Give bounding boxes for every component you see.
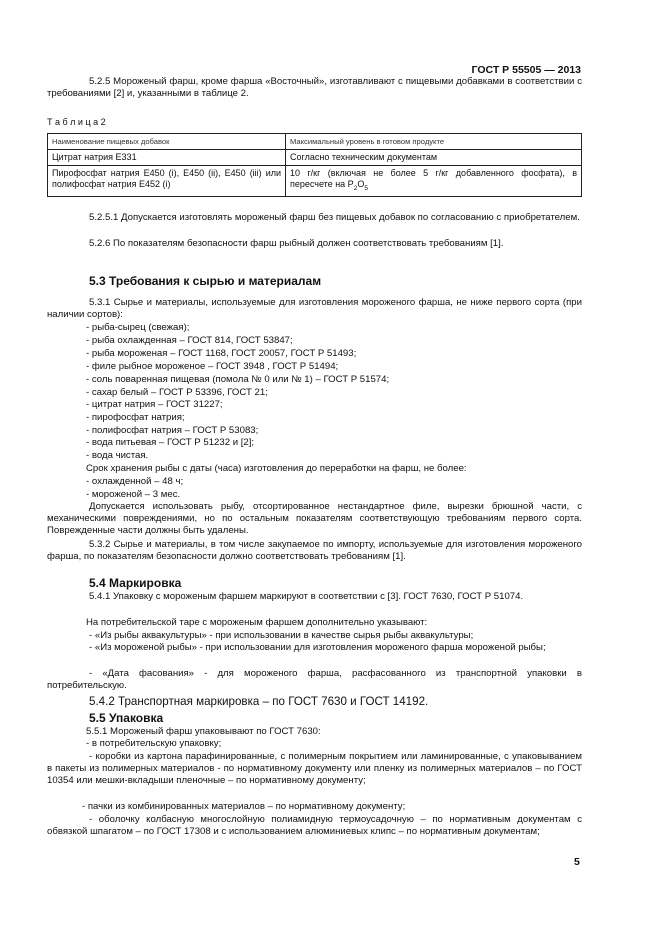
- document-header: ГОСТ Р 55505 — 2013: [471, 64, 581, 76]
- formula-subscript: 2: [353, 184, 358, 192]
- section-heading-5-3: 5.3 Требования к сырью и материалам: [89, 274, 322, 288]
- paragraph-allowed: Допускается использовать рыбу, отсортированное нестандартное филе, вырезки брюшной части, с механическими повреждениями, но по остальным показателям соответствующую требованиям первого сорта. Поврежденные части должны быть удалены.: [47, 501, 582, 537]
- table-cell: Согласно техническим документам: [286, 150, 582, 166]
- table-header-cell: Максимальный уровень в готовом продукте: [286, 134, 582, 150]
- paragraph-5-3-2: 5.3.2 Сырье и материалы, в том числе закупаемое по импорту, используемые для изготовления мороженого фарша, по показателям безопасности должно соответствовать требованиям [1].: [47, 539, 582, 563]
- list-item: - соль поваренная пищевая (помола № 0 или № 1) – ГОСТ Р 51574;: [86, 374, 390, 385]
- packaging-item: - оболочку колбасную многослойную полиамидную термоусадочную – по нормативным документам с обвязкой шпагатом – по ГОСТ 17308 и с использованием алюминиевых клипс – по нормативным документам;: [47, 814, 582, 838]
- packaging-item: - пачки из комбинированных материалов – по нормативному документу;: [82, 801, 406, 812]
- list-item: - цитрат натрия – ГОСТ 31227;: [86, 399, 223, 410]
- marking-item: - «Из мороженой рыбы» - при использовании для изготовления мороженого фарша мороженой рыбы;: [89, 642, 546, 653]
- table-cell-text: 10 г/кг (включая не более 5 г/кг добавленного фосфата), в пересчете на Р: [290, 168, 577, 189]
- packaging-item: - коробки из картона парафинированные, с полимерным покрытием или ламинированные, с упаковыванием в пакеты из полимерных материалов - по нормативному документу или пленку из полимерных материалов – по ГОСТ 10354 или мешки-вкладыши пленочные – по нормативному документу;: [47, 751, 582, 787]
- table-row: [48, 150, 582, 166]
- section-heading-5-5: 5.5 Упаковка: [89, 711, 164, 725]
- table-row: [48, 166, 582, 197]
- storage-intro: Срок хранения рыбы с даты (часа) изготовления до переработки на фарш, не более:: [86, 463, 467, 474]
- list-item: - мороженой – 3 мес.: [86, 489, 181, 500]
- list-item: - вода чистая.: [86, 450, 149, 461]
- list-item: - рыба-сырец (свежая);: [86, 322, 190, 333]
- list-item: - охлажденной – 48 ч;: [86, 476, 184, 487]
- table-cell: Пирофосфат натрия Е450 (i), Е450 (ii), Е450 (iii) или полифосфат натрия Е452 (i): [48, 166, 286, 197]
- table-header-cell: Наименование пищевых добавок: [48, 134, 286, 150]
- list-item: - филе рыбное мороженое – ГОСТ 3948 , ГОСТ Р 51494;: [86, 361, 339, 372]
- table-caption: Т а б л и ц а 2: [47, 117, 106, 127]
- formula-text: О: [357, 179, 365, 189]
- paragraph-5-2-6: 5.2.6 По показателям безопасности фарш рыбный должен соответствовать требованиям [1].: [89, 238, 504, 249]
- table-cell: [286, 166, 582, 197]
- page-number: 5: [574, 856, 580, 868]
- formula-subscript: 5: [364, 184, 368, 192]
- table-cell: Цитрат натрия Е331: [48, 150, 286, 166]
- list-item: - рыба мороженая – ГОСТ 1168, ГОСТ 20057, ГОСТ Р 51493;: [86, 348, 357, 359]
- list-item: - рыба охлажденная – ГОСТ 814, ГОСТ 53847;: [86, 335, 293, 346]
- section-heading-5-4: 5.4 Маркировка: [89, 576, 182, 590]
- table-header-row: [48, 134, 582, 150]
- marking-item: - «Дата фасования» - для мороженого фарша, расфасованного из транспортной упаковки в потребительскую.: [47, 668, 582, 692]
- packaging-item: - в потребительскую упаковку;: [86, 738, 222, 749]
- paragraph-consumer: На потребительской таре с мороженым фаршем дополнительно указывают:: [86, 617, 428, 628]
- list-item: - сахар белый – ГОСТ Р 53396, ГОСТ 21;: [86, 387, 268, 398]
- additives-table: [47, 133, 582, 197]
- list-item: - пирофосфат натрия;: [86, 412, 185, 423]
- list-item: - полифосфат натрия – ГОСТ Р 53083;: [86, 425, 259, 436]
- marking-item: - «Из рыбы аквакультуры» - при использовании в качестве сырья рыбы аквакультуры;: [89, 630, 474, 641]
- list-item: - вода питьевая – ГОСТ Р 51232 и [2];: [86, 437, 255, 448]
- paragraph-5-4-1: 5.4.1 Упаковку с мороженым фаршем маркируют в соответствии с [3]. ГОСТ 7630, ГОСТ Р 51074.: [89, 591, 524, 602]
- paragraph-5-3-1: 5.3.1 Сырье и материалы, используемые для изготовления мороженого фарша, не ниже первого сорта (при наличии сортов):: [47, 297, 582, 321]
- paragraph-5-5-1: 5.5.1 Мороженый фарш упаковывают по ГОСТ 7630:: [86, 726, 321, 737]
- paragraph-5-2-5: 5.2.5 Мороженый фарш, кроме фарша «Восточный», изготавливают с пищевыми добавками в соответствии с требованиями [2] и, указанными в таблице 2.: [47, 76, 582, 100]
- paragraph-5-2-5-1: 5.2.5.1 Допускается изготовлять мороженый фарш без пищевых добавок по согласованию с приобретателем.: [89, 212, 580, 223]
- paragraph-5-4-2: 5.4.2 Транспортная маркировка – по ГОСТ 7630 и ГОСТ 14192.: [89, 695, 429, 708]
